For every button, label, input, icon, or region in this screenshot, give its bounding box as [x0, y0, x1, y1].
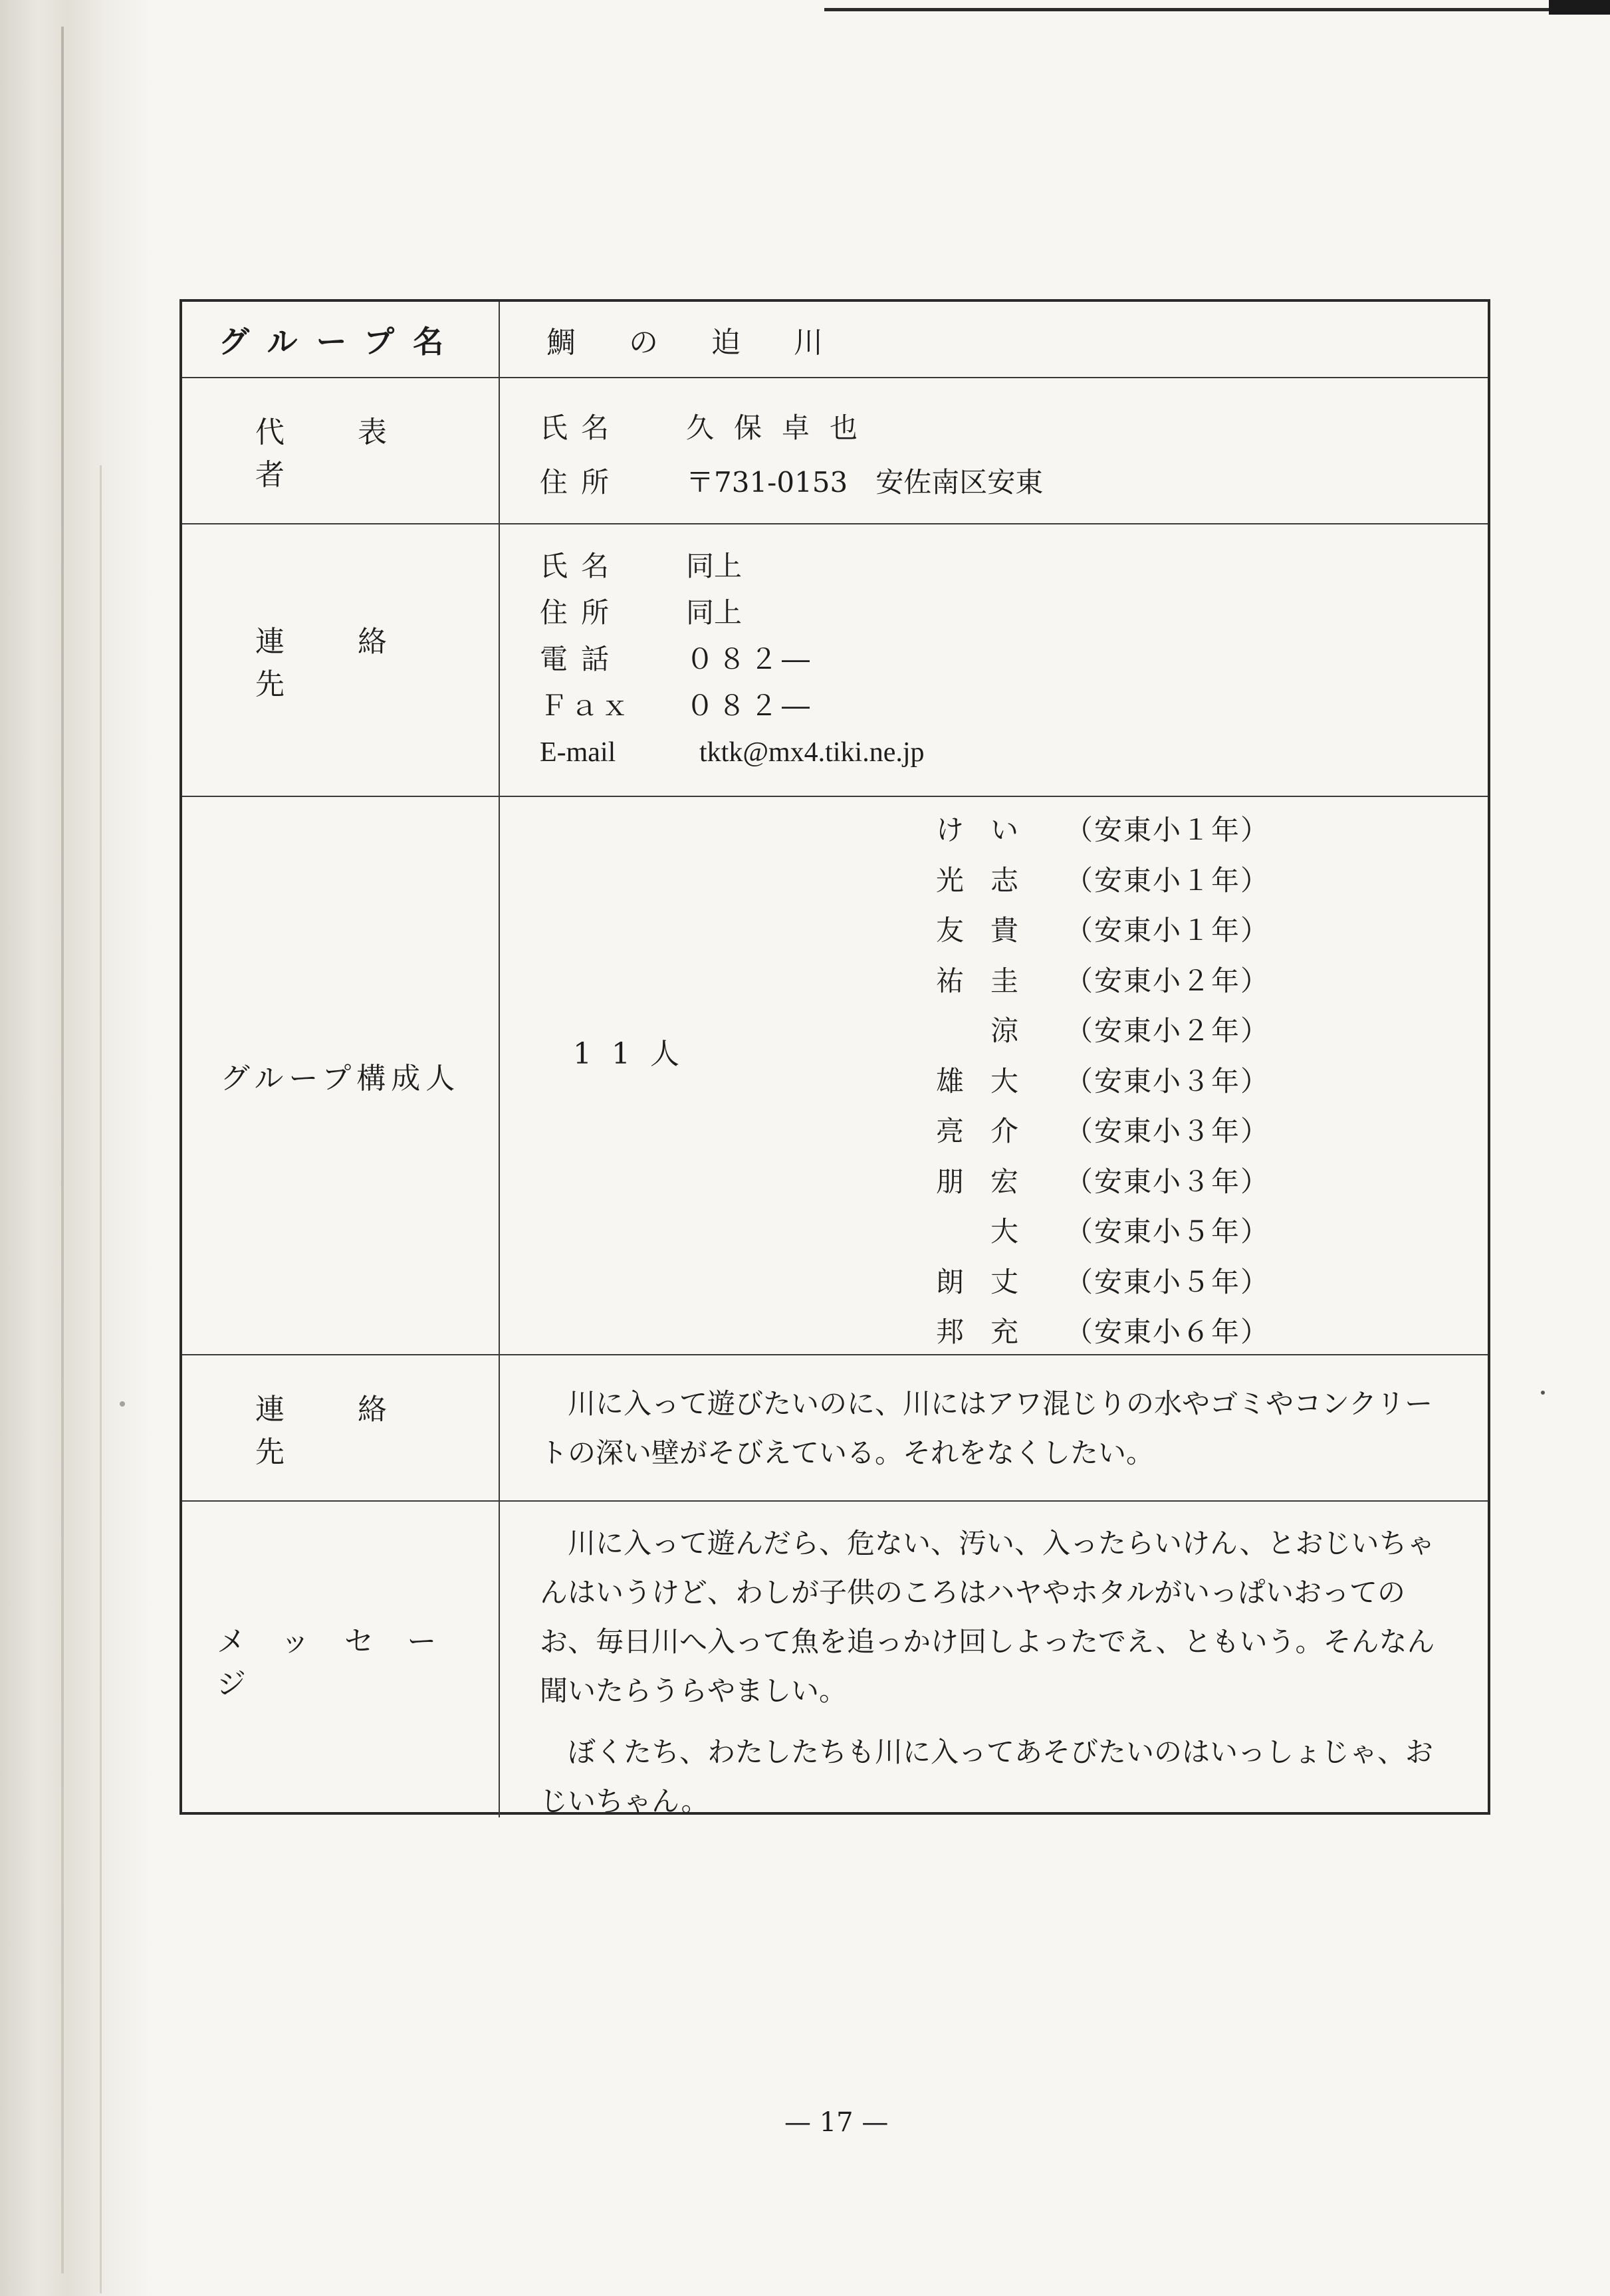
contact-row [540, 590, 1488, 636]
member-school: （安東小３年） [1065, 1115, 1270, 1147]
member-item [912, 1307, 1270, 1357]
member-school: （安東小３年） [1065, 1165, 1270, 1198]
rep-address-key: 住所 [540, 466, 623, 499]
group-name-value-cell [500, 302, 1488, 378]
representative-label-cell [182, 378, 500, 524]
member-count: 11人 [573, 1037, 699, 1071]
message-paragraph: ぼくたち、わたしたちも川に入ってあそびたいのはいっしょじゃ、おじいちゃん。 [540, 1736, 1434, 1817]
message-value-cell [500, 1502, 1488, 1817]
message-label: メッセージ [217, 1624, 471, 1701]
member-school: （安東小１年） [1065, 814, 1270, 846]
member-school: （安東小３年） [1065, 1064, 1270, 1097]
page-number: — 17 — [784, 2107, 889, 2138]
contact-label-cell [182, 524, 500, 797]
message-paragraph: 川に入って遊んだら、危ない、汚い、入ったらいけん、とおじいちゃんはいうけど、わしが子供のころはハヤやホタルがいっぱいおってのお、毎日川へ入って魚を追っかけ回しよったでえ、ともいう。そんなん聞いたらうらやましい。 [540, 1527, 1435, 1707]
member-school: （安東小２年） [1065, 964, 1270, 997]
members-label-cell [182, 797, 500, 1355]
member-item [912, 905, 1270, 956]
scan-speck [1541, 1391, 1545, 1395]
binding-shadow [0, 0, 153, 2296]
member-item [912, 856, 1270, 906]
contact-email-value: tktk@mx4.tiki.ne.jp [699, 737, 925, 768]
contact-row [540, 636, 1488, 683]
top-corner-mark [1549, 0, 1610, 15]
issue-value-cell [500, 1355, 1488, 1502]
member-item [912, 1206, 1270, 1257]
group-info-table [179, 299, 1490, 1815]
member-name: 雄大 [935, 1064, 1045, 1097]
member-name: 友貴 [935, 914, 1045, 947]
contact-name-value: 同上 [686, 550, 743, 582]
member-name: 朗丈 [935, 1265, 1045, 1298]
contact-name-key: 氏名 [540, 550, 623, 582]
contact-row [540, 543, 1488, 590]
contact-email-key: E-mail [540, 737, 616, 768]
member-name: 光志 [935, 863, 1045, 897]
contact-fax-key: Ｆａｘ [540, 689, 632, 722]
contact-value-cell [500, 524, 1488, 797]
representative-row [540, 401, 1488, 455]
rep-name-value: 久保卓也 [686, 411, 878, 444]
binding-fold [100, 465, 102, 2293]
member-name: 大 [990, 1215, 1045, 1248]
member-item [912, 1006, 1270, 1056]
member-school: （安東小１年） [1065, 863, 1270, 897]
rep-address-value: 〒731-0153 安佐南区安東 [686, 466, 1044, 499]
member-name: 涼 [990, 1014, 1045, 1047]
member-name: 朋宏 [935, 1165, 1045, 1198]
members-value-cell [500, 797, 1488, 1355]
representative-row [540, 455, 1488, 510]
issue-text: 川に入って遊びたいのに、川にはアワ混じりの水やゴミやコンクリートの深い壁がそびえている。それをなくしたい。 [540, 1387, 1433, 1469]
members-label: グループ構成人 [220, 1062, 461, 1095]
issue-label: 連絡先 [255, 1393, 460, 1469]
member-school: （安東小２年） [1065, 1014, 1270, 1047]
member-name: 亮介 [935, 1115, 1045, 1147]
member-name: 邦充 [935, 1316, 1045, 1348]
representative-label: 代表者 [255, 415, 460, 492]
group-name-value: 鯛の迫川 [546, 325, 876, 360]
member-school: （安東小５年） [1065, 1265, 1270, 1298]
contact-phone-key: 電話 [540, 643, 623, 675]
contact-fax-value: ０８２― [686, 689, 814, 722]
representative-value-cell [500, 378, 1488, 524]
contact-label: 連絡先 [255, 625, 460, 701]
contact-row [540, 683, 1488, 729]
member-school: （安東小６年） [1065, 1316, 1270, 1348]
member-item [912, 805, 1270, 856]
scan-speck [120, 1401, 125, 1407]
rep-name-key: 氏名 [540, 411, 623, 444]
group-name-label-cell [182, 302, 500, 378]
group-name-label: グループ名 [218, 323, 463, 360]
contact-address-value: 同上 [686, 596, 743, 629]
member-name: 祐圭 [935, 964, 1045, 997]
contact-row [540, 729, 1488, 776]
contact-address-key: 住所 [540, 596, 623, 629]
binding-edge [61, 27, 64, 2273]
member-item [912, 956, 1270, 1006]
member-name: けい [935, 814, 1045, 846]
contact-phone-value: ０８２― [686, 643, 814, 675]
member-item [912, 1257, 1270, 1308]
member-school: （安東小１年） [1065, 914, 1270, 947]
member-item [912, 1157, 1270, 1207]
message-label-cell [182, 1502, 500, 1817]
top-rule [824, 8, 1595, 11]
issue-label-cell [182, 1355, 500, 1502]
member-list [912, 805, 1270, 1357]
member-item [912, 1106, 1270, 1157]
member-item [912, 1056, 1270, 1107]
member-school: （安東小５年） [1065, 1215, 1270, 1248]
